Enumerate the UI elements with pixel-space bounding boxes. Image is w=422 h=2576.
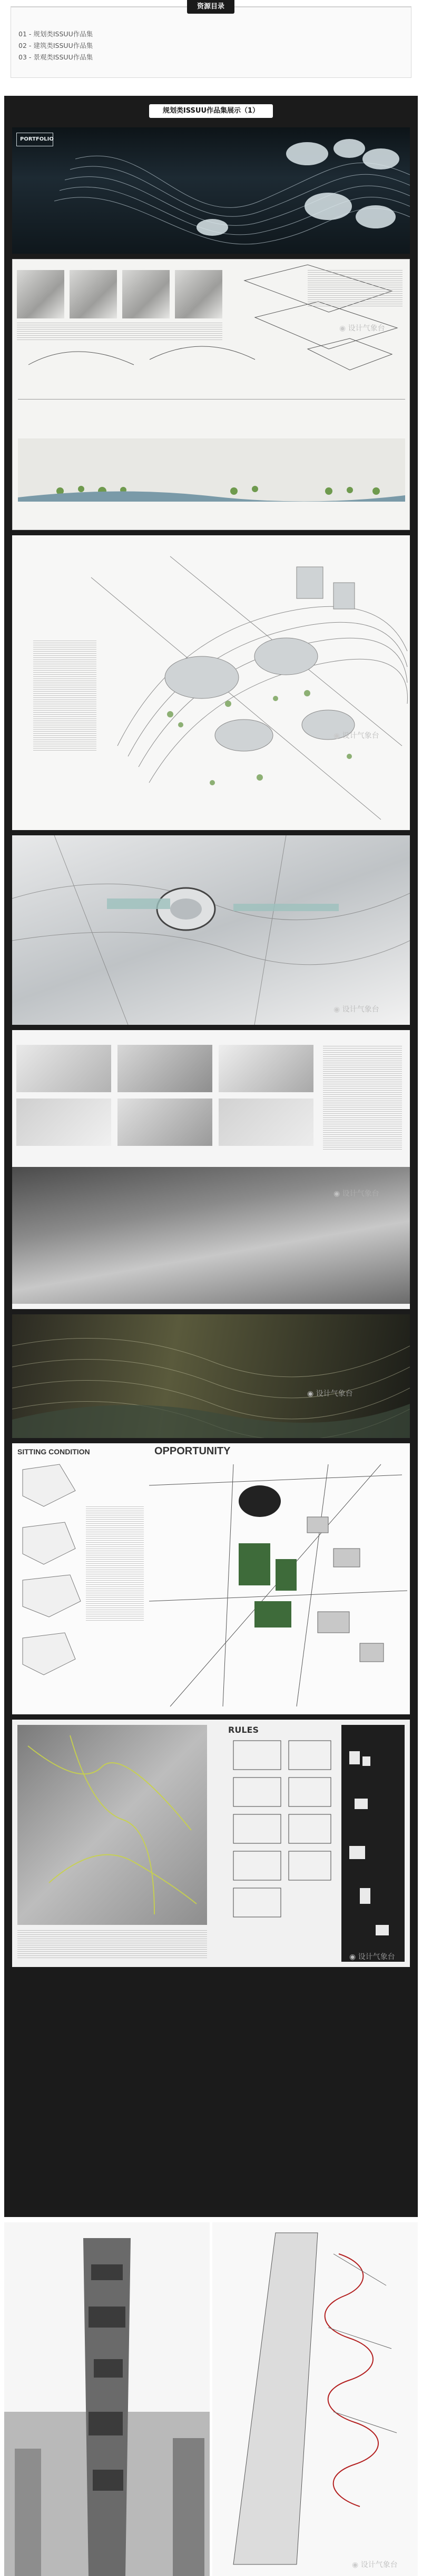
directory-list (18, 28, 93, 63)
notes-block (308, 270, 403, 307)
watermark: ◉ 设计气象台 (307, 1388, 353, 1399)
watermark: ◉ 设计气象台 (339, 323, 385, 333)
directory-item-landscape[interactable]: 03 - 景观类ISSUU作品集 (18, 53, 93, 61)
terrain-render (12, 1314, 410, 1438)
wave-illustration (12, 127, 410, 254)
portfolio-image-7 (12, 1443, 410, 1714)
text-column (323, 1046, 402, 1151)
heading-sitting-condition: SITTING CONDITION (17, 1447, 90, 1456)
heading-opportunity: OPPORTUNITY (154, 1445, 231, 1457)
text-column (33, 641, 96, 751)
directory-item-planning[interactable]: 01 - 规划类ISSUU作品集 (18, 30, 93, 38)
watermark: ◉ 设计气象台 (352, 2559, 398, 2570)
watermark: ◉ 设计气象台 (333, 1188, 379, 1199)
text-column (86, 1506, 144, 1622)
section-title: 规划类ISSUU作品集展示（1） (149, 104, 273, 118)
portfolio-logo: PORTFOLIO (16, 133, 53, 146)
rules-diagrams (12, 1720, 410, 1967)
resource-directory (11, 0, 411, 79)
watermark: ◉ 设计气象台 (333, 730, 379, 741)
directory-item-architecture[interactable]: 02 - 建筑类ISSUU作品集 (18, 42, 93, 49)
watermark: ◉ 设计气象台 (349, 1951, 395, 1962)
portfolio-image-8 (12, 1720, 410, 1967)
aerial-site-plan (12, 835, 410, 1025)
portfolio-image-2 (12, 259, 410, 530)
watermark: ◉ 设计气象台 (333, 1004, 379, 1014)
portfolio-image-6 (12, 1314, 410, 1438)
portfolio-image-3 (12, 535, 410, 830)
portfolio-bottom-pair (4, 2222, 418, 2576)
label-band (18, 399, 405, 436)
heading-rules: RULES (228, 1725, 259, 1735)
directory-title: 资源目录 (187, 0, 234, 14)
tower-diagram (212, 2222, 418, 2576)
portfolio-image-1 (12, 127, 410, 254)
perspective-render (12, 1167, 410, 1304)
portfolio-panel (4, 96, 418, 2217)
portfolio-image-4 (12, 835, 410, 1025)
tower-photo (4, 2222, 210, 2576)
site-analysis (12, 1443, 410, 1714)
portfolio-image-5 (12, 1030, 410, 1309)
directory-box (11, 6, 411, 78)
